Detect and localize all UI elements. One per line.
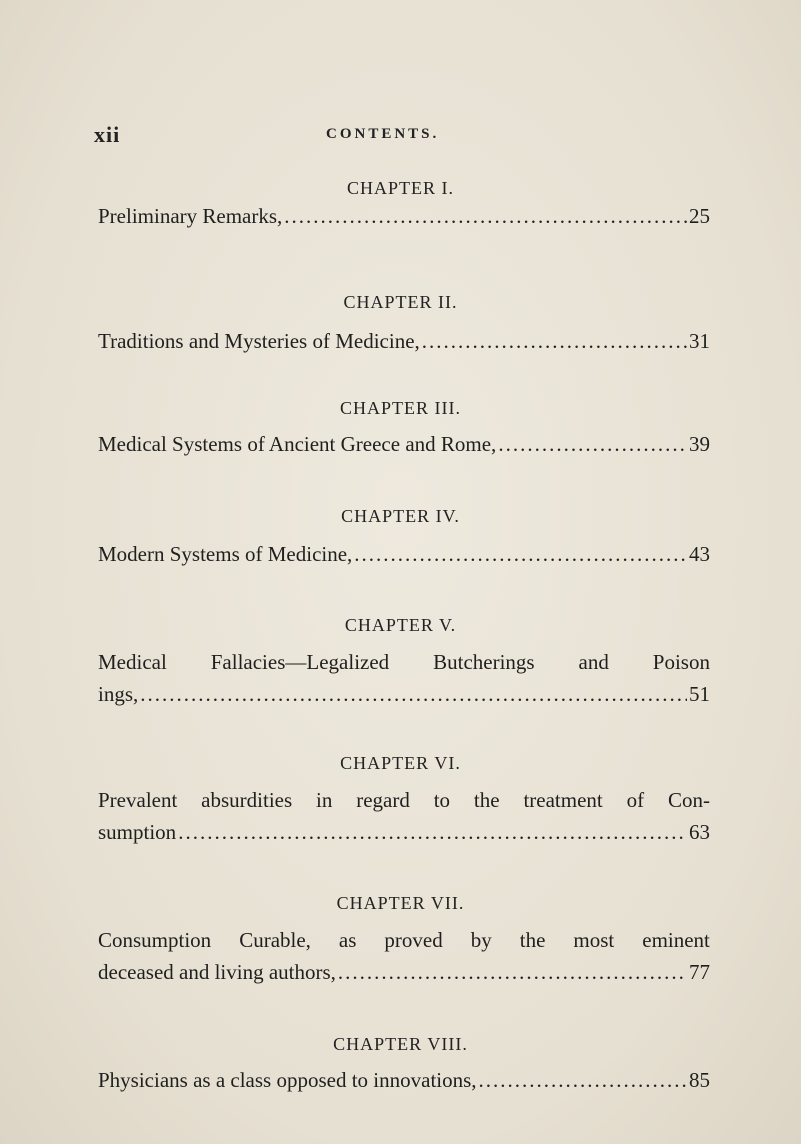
dot-leader <box>422 325 687 357</box>
toc-line <box>98 538 710 570</box>
entry-word: in <box>316 788 333 812</box>
toc-entry <box>98 784 710 848</box>
entry-word: Butcherings <box>433 650 535 674</box>
toc-line-justified <box>98 646 710 678</box>
entry-word: treatment <box>523 788 603 812</box>
toc-line <box>98 956 710 988</box>
entry-word: Prevalent <box>98 788 178 812</box>
dot-leader <box>140 678 687 710</box>
page-number: 77 <box>689 960 710 984</box>
entry-word: proved <box>384 928 443 952</box>
toc-line-justified <box>98 784 710 816</box>
entry-word: the <box>473 788 500 812</box>
page-number: 51 <box>689 682 710 706</box>
toc-entry <box>98 1064 710 1096</box>
entry-word: Poison <box>652 650 710 674</box>
toc-line <box>98 1064 710 1096</box>
dot-leader <box>284 200 687 232</box>
entry-word: eminent <box>642 928 710 952</box>
chapter-heading: CHAPTER I. <box>346 178 454 198</box>
toc-entry <box>98 428 710 460</box>
chapter-heading: CHAPTER III. <box>340 398 461 418</box>
entry-word: and <box>578 650 609 674</box>
page-number: 25 <box>689 204 710 228</box>
toc-line <box>98 325 710 357</box>
entry-word: regard <box>356 788 410 812</box>
dot-leader <box>338 956 687 988</box>
entry-title: Physicians as a class opposed to innovations, <box>98 1068 477 1092</box>
dot-leader <box>178 816 687 848</box>
entry-word: the <box>519 928 546 952</box>
entry-word: as <box>338 928 357 952</box>
page-number: 31 <box>689 329 710 353</box>
entry-word: most <box>573 928 615 952</box>
running-head <box>94 122 714 152</box>
entry-word: to <box>433 788 451 812</box>
page-folio: xii <box>94 122 121 147</box>
toc-entry <box>98 200 710 232</box>
running-head-title: CONTENTS. <box>326 126 440 142</box>
page-number: 43 <box>689 542 710 566</box>
toc-entry <box>98 325 710 357</box>
entry-title: Medical Systems of Ancient Greece and Rome, <box>98 432 497 456</box>
entry-word: Medical <box>98 650 167 674</box>
entry-word: by <box>470 928 492 952</box>
entry-word: Fallacies—Legalized <box>210 650 390 674</box>
entry-word: Curable, <box>239 928 311 952</box>
entry-word: Con- <box>667 788 710 812</box>
page-number: 39 <box>689 432 710 456</box>
toc-line <box>98 428 710 460</box>
entry-title: Modern Systems of Medicine, <box>98 542 353 566</box>
chapter-heading: CHAPTER VI. <box>340 753 461 773</box>
page-number: 85 <box>689 1068 710 1092</box>
entry-title: sumption <box>98 820 177 844</box>
dot-leader <box>498 428 687 460</box>
toc-line <box>98 816 710 848</box>
chapter-heading: CHAPTER IV. <box>341 506 460 526</box>
entry-title: ings, <box>98 682 139 706</box>
toc-entry <box>98 646 710 710</box>
chapter-heading: CHAPTER V. <box>344 615 457 635</box>
entry-title: deceased and living authors, <box>98 960 336 984</box>
entry-title: Preliminary Remarks, <box>98 204 283 228</box>
entry-word: of <box>626 788 645 812</box>
toc-entry <box>98 538 710 570</box>
chapter-heading: CHAPTER II. <box>343 292 458 312</box>
dot-leader <box>354 538 687 570</box>
toc-line <box>98 678 710 710</box>
page-number: 63 <box>689 820 710 844</box>
entry-word: Consumption <box>98 928 212 952</box>
chapter-heading: CHAPTER VIII. <box>333 1034 468 1054</box>
toc-line-justified <box>98 924 710 956</box>
chapter-heading: CHAPTER VII. <box>336 893 465 913</box>
entry-title: Traditions and Mysteries of Medicine, <box>98 329 420 353</box>
toc-line <box>98 200 710 232</box>
dot-leader <box>479 1064 687 1096</box>
entry-word: absurdities <box>201 788 293 812</box>
toc-entry <box>98 924 710 988</box>
